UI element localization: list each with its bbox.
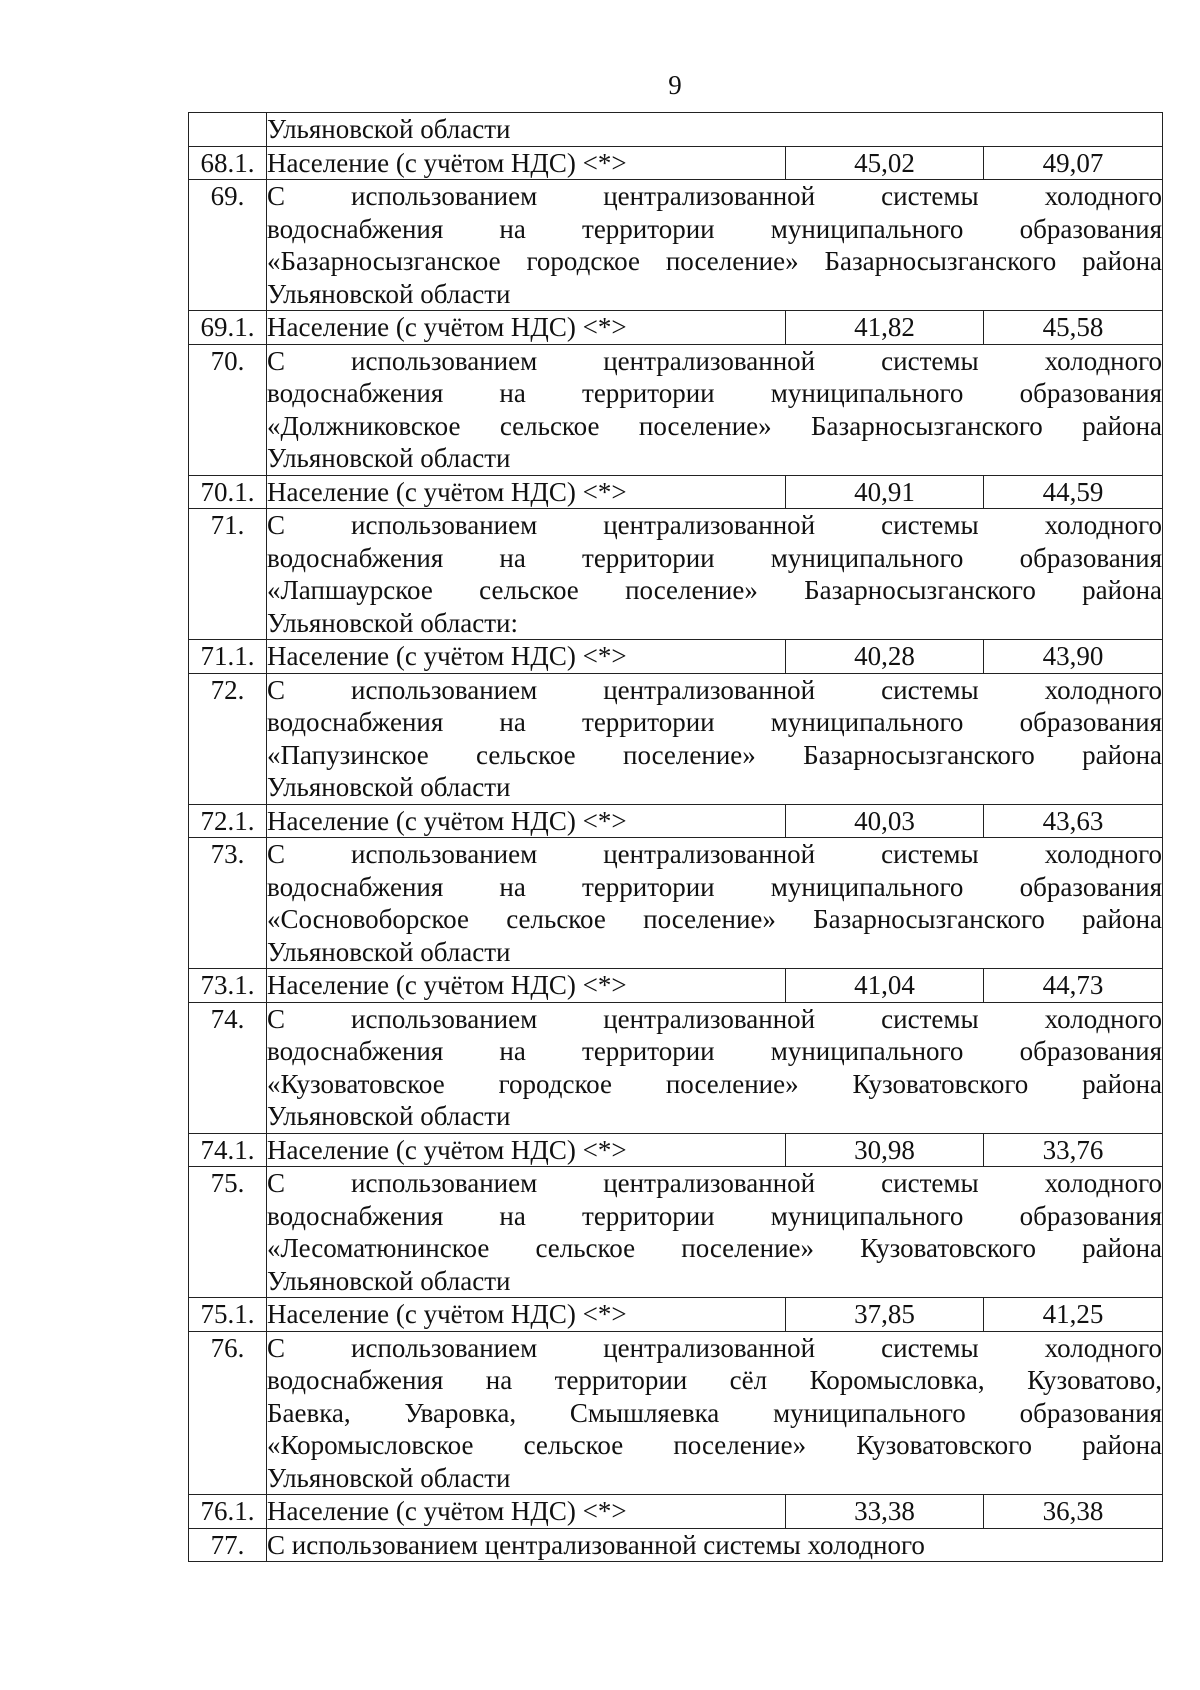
description-line: Ульяновской области <box>267 936 511 967</box>
description-line: «Коромысловское сельское поселение» Кузоватовского района <box>267 1430 1163 1460</box>
row-number: 73. <box>189 838 267 969</box>
tariff-description-row <box>189 1331 1163 1495</box>
description-line: Ульяновской области <box>267 1265 511 1296</box>
consumer-label: Население (с учётом НДС) <*> <box>267 146 786 180</box>
tariff-value-second-half: 44,73 <box>984 969 1163 1003</box>
consumer-label: Население (с учётом НДС) <*> <box>267 804 786 838</box>
description-line: «Должниковское сельское поселение» Базарносызганского района <box>267 410 1163 441</box>
tariff-value-second-half: 43,90 <box>984 640 1163 674</box>
row-number: 71.1. <box>189 640 267 674</box>
consumer-label: Население (с учётом НДС) <*> <box>267 1298 786 1332</box>
row-number: 73.1. <box>189 969 267 1003</box>
tariff-description-row <box>189 1002 1163 1133</box>
description-line: С использованием централизованной системы холодного <box>267 1529 925 1560</box>
description-line: С использованием централизованной системы холодного <box>267 1003 1163 1034</box>
tariff-value-second-half: 44,59 <box>984 475 1163 509</box>
tariff-value-second-half: 36,38 <box>984 1495 1163 1529</box>
tariff-value-row <box>189 1133 1163 1167</box>
row-number: 70.1. <box>189 475 267 509</box>
description-line: С использованием централизованной системы холодного <box>267 1168 1163 1198</box>
description-line: С использованием централизованной системы холодного <box>267 674 1163 705</box>
description-cell <box>267 113 1163 147</box>
tariff-value-first-half: 40,28 <box>786 640 984 674</box>
description-line: водоснабжения на территории муниципального образования <box>267 378 1163 408</box>
tariff-description-row <box>189 673 1163 804</box>
row-number: 70. <box>189 344 267 475</box>
description-line: водоснабжения на территории муниципального образования <box>267 1200 1163 1231</box>
row-number: 77. <box>189 1528 267 1562</box>
consumer-label: Население (с учётом НДС) <*> <box>267 969 786 1003</box>
tariff-value-row <box>189 311 1163 345</box>
tariff-value-row <box>189 475 1163 509</box>
description-line: Ульяновской области <box>267 114 511 144</box>
description-cell <box>267 509 1163 640</box>
row-number: 68.1. <box>189 146 267 180</box>
description-line: Ульяновской области <box>267 1101 511 1131</box>
tariff-value-first-half: 33,38 <box>786 1495 984 1529</box>
description-line: Ульяновской области <box>267 443 511 473</box>
tariff-table <box>188 112 1163 1562</box>
tariff-value-row <box>189 146 1163 180</box>
description-line: Ульяновской области <box>267 278 511 309</box>
tariff-value-first-half: 40,03 <box>786 804 984 838</box>
tariff-value-first-half: 30,98 <box>786 1133 984 1167</box>
consumer-label: Население (с учётом НДС) <*> <box>267 1133 786 1167</box>
description-line: водоснабжения на территории сёл Коромысловка, Кузоватово, <box>267 1365 1163 1395</box>
tariff-value-second-half: 45,58 <box>984 311 1163 345</box>
row-number: 74. <box>189 1002 267 1133</box>
description-line: водоснабжения на территории муниципального образования <box>267 707 1163 737</box>
row-number: 75.1. <box>189 1298 267 1332</box>
tariff-value-second-half: 43,63 <box>984 804 1163 838</box>
description-cell <box>267 1167 1163 1298</box>
row-number: 74.1. <box>189 1133 267 1167</box>
tariff-value-second-half: 41,25 <box>984 1298 1163 1332</box>
tariff-value-row <box>189 804 1163 838</box>
description-line: С использованием централизованной системы холодного <box>267 510 1163 540</box>
tariff-value-row <box>189 1298 1163 1332</box>
description-cell <box>267 180 1163 311</box>
description-cell <box>267 1528 1163 1562</box>
consumer-label: Население (с учётом НДС) <*> <box>267 1495 786 1529</box>
page-number: 9 <box>668 70 682 100</box>
row-number: 69. <box>189 180 267 311</box>
row-number: 71. <box>189 509 267 640</box>
description-line: «Базарносызганское городское поселение» Базарносызганского района <box>267 246 1163 276</box>
description-line: водоснабжения на территории муниципального образования <box>267 871 1163 902</box>
consumer-label: Население (с учётом НДС) <*> <box>267 311 786 345</box>
tariff-description-row <box>189 1528 1163 1562</box>
tariff-value-row <box>189 640 1163 674</box>
row-number: 72. <box>189 673 267 804</box>
description-line: С использованием централизованной системы холодного <box>267 839 1163 869</box>
description-line: Ульяновской области <box>267 1462 511 1493</box>
tariff-value-first-half: 41,04 <box>786 969 984 1003</box>
consumer-label: Население (с учётом НДС) <*> <box>267 475 786 509</box>
tariff-description-row <box>189 838 1163 969</box>
tariff-value-first-half: 37,85 <box>786 1298 984 1332</box>
description-line: «Лесоматюнинское сельское поселение» Кузоватовского района <box>267 1233 1163 1263</box>
description-line: Ульяновской области: <box>267 607 519 638</box>
description-cell <box>267 838 1163 969</box>
description-line: С использованием централизованной системы холодного <box>267 345 1163 376</box>
tariff-value-first-half: 41,82 <box>786 311 984 345</box>
description-line: «Кузоватовское городское поселение» Кузоватовского района <box>267 1068 1163 1099</box>
tariff-description-row <box>189 1167 1163 1298</box>
tariff-description-row <box>189 180 1163 311</box>
description-cell <box>267 1002 1163 1133</box>
tariff-value-second-half: 33,76 <box>984 1133 1163 1167</box>
description-line: «Папузинское сельское поселение» Базарносызганского района <box>267 739 1163 770</box>
row-number: 76. <box>189 1331 267 1495</box>
tariff-value-row <box>189 969 1163 1003</box>
tariff-table-body <box>189 113 1163 1562</box>
consumer-label: Население (с учётом НДС) <*> <box>267 640 786 674</box>
description-line: «Лапшаурское сельское поселение» Базарносызганского района <box>267 575 1163 605</box>
row-number <box>189 113 267 147</box>
tariff-value-second-half: 49,07 <box>984 146 1163 180</box>
description-line: водоснабжения на территории муниципального образования <box>267 542 1163 573</box>
description-cell <box>267 344 1163 475</box>
description-line: С использованием централизованной системы холодного <box>267 181 1163 211</box>
tariff-description-row <box>189 344 1163 475</box>
description-line: водоснабжения на территории муниципального образования <box>267 1036 1163 1066</box>
tariff-value-first-half: 45,02 <box>786 146 984 180</box>
description-line: водоснабжения на территории муниципального образования <box>267 213 1163 244</box>
tariff-value-row <box>189 1495 1163 1529</box>
row-number: 75. <box>189 1167 267 1298</box>
tariff-value-first-half: 40,91 <box>786 475 984 509</box>
tariff-description-row <box>189 113 1163 147</box>
description-line: Ульяновской области <box>267 772 511 802</box>
description-line: С использованием централизованной системы холодного <box>267 1332 1163 1363</box>
description-line: Баевка, Уваровка, Смышляевка муниципального образования <box>267 1397 1163 1428</box>
description-cell <box>267 1331 1163 1495</box>
row-number: 72.1. <box>189 804 267 838</box>
row-number: 76.1. <box>189 1495 267 1529</box>
description-line: «Сосновоборское сельское поселение» Базарносызганского района <box>267 904 1163 934</box>
row-number: 69.1. <box>189 311 267 345</box>
tariff-description-row <box>189 509 1163 640</box>
description-cell <box>267 673 1163 804</box>
